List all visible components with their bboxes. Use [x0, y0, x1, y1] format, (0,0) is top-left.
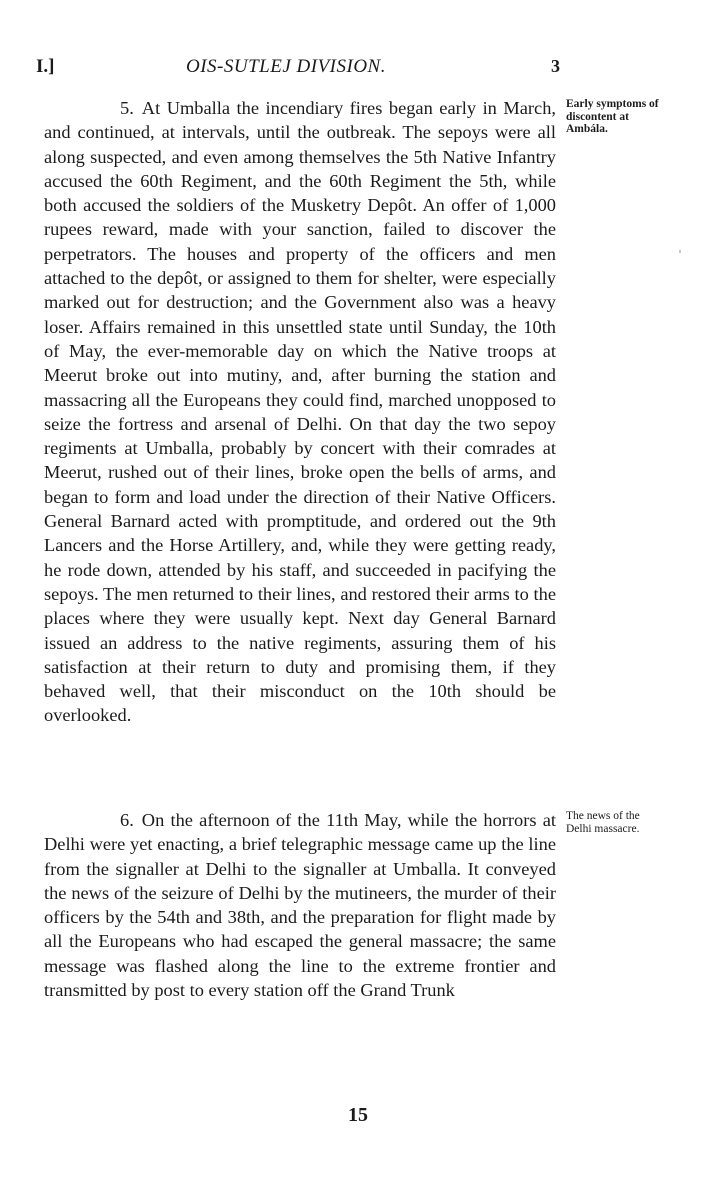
- paragraph-5: [44, 96, 556, 728]
- paragraph-number: 6.: [120, 810, 134, 830]
- running-header: [36, 56, 566, 82]
- scan-speck: [679, 250, 681, 253]
- paragraph-6: [44, 808, 556, 1002]
- sidenote-delhi-massacre: The news of the Delhi massacre.: [566, 810, 640, 835]
- paragraph-text: At Umballa the incendiary fires began early in March, and continued, at intervals, until the outbreak. The sepoys were all along suspected, and even among themselves the 5th Native Infantry accused the 60th Regiment, and the 60th Regiment the 5th, while both accused the soldiers of the Musketry Depôt. An offer of 1,000 rupees reward, made with your sanction, failed to discover the perpetrators. The houses and property of the officers and men attached to the depôt, or assigned to them for shelter, were especially marked out for destruction; and the Government also was a heavy loser. Affairs remained in this unsettled state until Sunday, the 10th of May, the ever-memorable day on which the Native troops at Meerut broke out into mutiny, and, after burning the station and massacring all the Europeans they could find, marched unopposed to seize the fortress and arsenal of Delhi. On that day the two sepoy regiments at Umballa, probably by concert with their comrades at Meerut, rushed out of their lines, broke open the bells of arms, and began to form and load under the direction of their Native Officers. General Barnard acted with promptitude, and ordered out the 9th Lancers and the Horse Artillery, and, while they were getting ready, he rode down, attended by his staff, and succeeded in pacifying the sepoys. The men returned to their lines, and restored their arms to the places where they were usually kept. Next day General Barnard issued an address to the native regiments, assuring them of his satisfaction at their return to duty and promising them, if they behaved well, that their misconduct on the 10th should be overlooked.: [44, 98, 556, 726]
- paragraph-number: 5.: [120, 98, 134, 118]
- header-left-mark: I.]: [36, 56, 55, 77]
- paragraph-text: On the afternoon of the 11th May, while the horrors at Delhi were yet enacting, a brief telegraphic message came up the line from the signaller at Delhi to the signaller at Umballa. It conveyed the news of the seizure of Delhi by the mutineers, the murder of their officers by the 54th and 38th, and the preparation for flight made by all the Europeans who had escaped the general massacre; the same message was flashed along the line to the extreme frontier and transmitted by post to every station off the Grand Trunk: [44, 810, 556, 1001]
- header-title: OIS-SUTLEJ DIVISION.: [186, 56, 386, 77]
- header-page-number: 3: [551, 56, 560, 76]
- sidenote-early-symptoms: Early symptoms of discontent at Ambála.: [566, 98, 659, 135]
- footer-page-number: 15: [348, 1104, 368, 1126]
